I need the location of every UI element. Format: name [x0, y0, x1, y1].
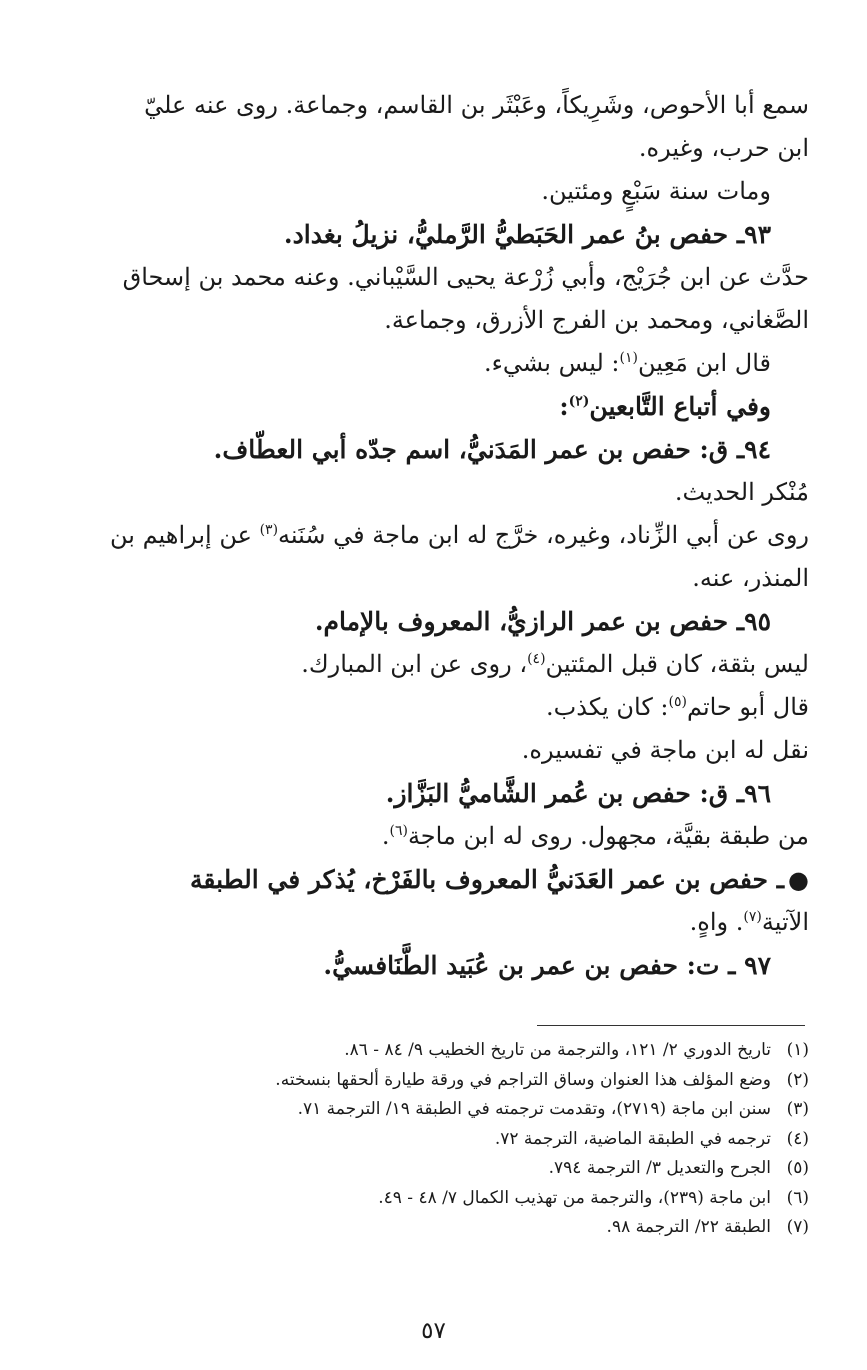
footnote-text: سنن ابن ماجة (٢٧١٩)، وتقدمت ترجمته في الطبقة ١٩/ الترجمة ٧١.: [297, 1099, 771, 1119]
text-span: قال أبو حاتم: [686, 693, 809, 721]
text-line: [62, 643, 809, 686]
footnote-number: (٢): [786, 1069, 809, 1090]
text-span: .: [381, 822, 390, 850]
text-span: . واهٍ.: [689, 908, 744, 936]
text-line: مُنْكر الحديث.: [674, 478, 809, 506]
footnote-text: تاريخ الدوري ٢/ ١٢١، والترجمة من تاريخ الخطيب ٩/ ٨٤ - ٨٦.: [344, 1040, 771, 1060]
footnote-number: (٦): [786, 1187, 809, 1208]
text-line: [62, 342, 809, 385]
footnote-ref: (٤): [527, 651, 546, 667]
text-line: نقل له ابن ماجة في تفسيره.: [521, 736, 809, 764]
footnote-number: (٣): [786, 1099, 809, 1119]
text-line: سمع أبا الأحوص، وشَرِيكاً، وعَبْثَر بن القاسم، وجماعة. روى عنه عليّ: [144, 91, 809, 119]
text-span: من طبقة بقيَّة، مجهول. روى له ابن ماجة: [407, 822, 809, 850]
text-line: ابن حرب، وغيره.: [638, 134, 809, 162]
text-span: عن إبراهيم بن: [110, 521, 260, 549]
text-span: روى عن أبي الزِّناد، وغيره، خرَّج له ابن ماجة في سُنَنه: [278, 521, 809, 549]
text-span: وفي أتباع التَّابعين: [589, 392, 771, 421]
text-line: الصَّغاني، ومحمد بن الفرج الأزرق، وجماعة.: [384, 306, 809, 334]
footnote-number: (٤): [786, 1128, 809, 1149]
text-line: [62, 514, 809, 557]
text-line: ومات سنة سَبْعٍ ومئتين.: [541, 177, 771, 205]
footnote-divider: [537, 1025, 805, 1026]
footnote: [62, 1066, 809, 1096]
entry-heading-95: ٩٥ـ حفص بن عمر الرازيُّ، المعروف بالإمام.: [314, 607, 771, 636]
footnote-ref: (٢): [568, 393, 590, 410]
text-span: الآتية: [761, 908, 809, 936]
footnote-text: ابن ماجة (٢٣٩)، والترجمة من تهذيب الكمال ٧/ ٤٨ - ٤٩.: [378, 1187, 771, 1208]
entry-heading-94: ٩٤ـ ق: حفص بن عمر المَدَنيُّ، اسم جدّه أبي العطّاف.: [213, 435, 771, 464]
text-line: حدَّث عن ابن جُرَيْج، وأبي زُرْعة يحيى السَّيْباني. وعنه محمد بن إسحاق: [122, 263, 809, 291]
footnote: [62, 1213, 809, 1243]
footnote-number: (١): [786, 1040, 809, 1060]
bullet-icon: ●: [788, 865, 809, 894]
entry-heading-97: ٩٧ ـ ت: حفص بن عمر بن عُبَيد الطَّنَافسيُّ.: [323, 951, 771, 980]
footnote-ref: (٣): [259, 522, 279, 538]
footnote-text: الجرح والتعديل ٣/ الترجمة ٧٩٤.: [548, 1158, 771, 1178]
section-heading: [62, 385, 809, 428]
footnote-ref: (٥): [668, 694, 687, 710]
text-span: قال ابن مَعِين: [637, 349, 771, 377]
text-span: ـ حفص بن عمر العَدَنيُّ المعروف بالفَرْخ، يُذكر في الطبقة: [190, 865, 785, 894]
main-text: [62, 84, 809, 987]
footnote-text: ترجمه في الطبقة الماضية، الترجمة ٧٢.: [494, 1128, 771, 1149]
footnote: [62, 1184, 809, 1214]
footnote: [62, 1095, 809, 1125]
footnote-ref: (٦): [389, 823, 408, 839]
text-span: ، روى عن ابن المبارك.: [301, 650, 528, 678]
text-line: [62, 901, 809, 944]
text-line: [62, 815, 809, 858]
text-span: : كان يكذب.: [546, 693, 669, 721]
footnote-number: (٥): [786, 1158, 809, 1178]
text-line: المنذر، عنه.: [692, 564, 809, 592]
entry-heading-93: ٩٣ـ حفص بنُ عمر الحَبَطيُّ الرَّمليُّ، نزيلُ بغداد.: [283, 220, 771, 249]
text-span: :: [559, 392, 569, 421]
footnote-ref: (١): [619, 350, 638, 366]
entry-heading-96: ٩٦ـ ق: حفص بن عُمر الشَّاميُّ البَزَّاز.: [385, 779, 771, 808]
text-span: ليس بثقة، كان قبل المئتين: [545, 650, 809, 678]
footnote-ref: (٧): [743, 909, 762, 925]
footnote: [62, 1125, 809, 1155]
footnote-text: وضع المؤلف هذا العنوان وساق التراجم في ورقة طيارة ألحقها بنسخته.: [275, 1069, 771, 1090]
bulleted-entry: [62, 858, 809, 901]
footnotes: [62, 1036, 809, 1243]
footnote: [62, 1036, 809, 1066]
text-span: : ليس بشيء.: [483, 349, 620, 377]
text-line: [62, 686, 809, 729]
page-number: ٥٧: [421, 1318, 446, 1344]
footnote-text: الطبقة ٢٢/ الترجمة ٩٨.: [606, 1217, 771, 1237]
footnote: [62, 1154, 809, 1184]
footnote-number: (٧): [786, 1217, 809, 1237]
